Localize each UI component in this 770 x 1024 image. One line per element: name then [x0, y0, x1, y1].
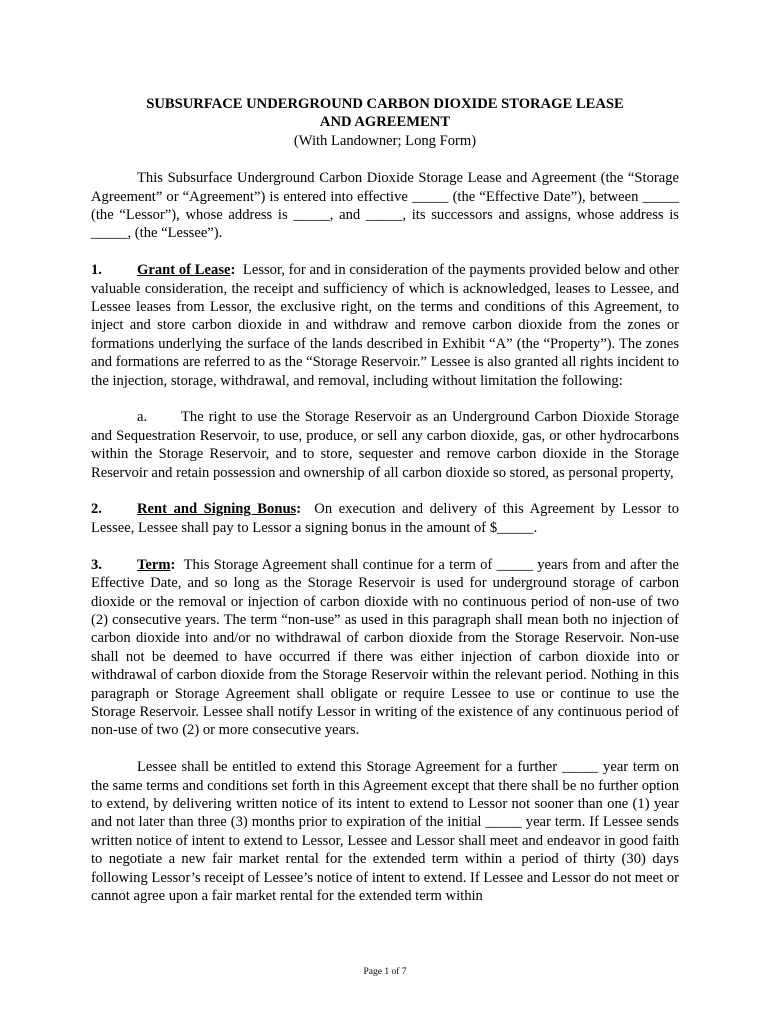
- document-title-line-1: SUBSURFACE UNDERGROUND CARBON DIOXIDE STORAGE LEASE: [146, 96, 624, 112]
- section-3: [91, 556, 679, 740]
- section-2-text: On execution and delivery of this Agreement by Lessor to Lessee, Lessee shall pay to Lessor a signing bonus in the amount of $_____.: [91, 501, 680, 536]
- section-1-heading: Grant of Lease: [137, 262, 231, 279]
- section-3-text: This Storage Agreement shall continue for a term of _____ years from and after the Effective Date, and so long as the Storage Reservoir is used for underground storage of carbon dioxide or the removal or injection of carbon dioxide with no continuous period of non-use of two (2) consecutive years. The term “non-use” as used in this paragraph shall mean both no injection of carbon dioxide into and/or no withdrawal of carbon dioxide from the Storage Reservoir. Non-use shall not be deemed to have occurred if there was either injection of carbon dioxide into or withdrawal of carbon dioxide from the Storage Reservoir within the relevant period. Nothing in this paragraph or Storage Agreement shall obligate or require Lessee to use or continue to use the Storage Reservoir. Lessee shall notify Lessor in writing of the existence of any continuous period of non-use of two (2) or more consecutive years.: [91, 556, 679, 739]
- section-1-number: 1.: [91, 262, 102, 279]
- page-number-footer: Page 1 of 7: [363, 967, 407, 977]
- subitem-a-text: The right to use the Storage Reservoir as an Underground Carbon Dioxide Storage and Sequestration Reservoir, to use, produce, or sell any carbon dioxide, gas, or other hydrocarbons within the Storage Reservoir, and to store, sequester and remove carbon dioxide in the Storage Reservoir and retain possession and ownership of all carbon dioxide so stored, as personal property,: [91, 409, 679, 481]
- intro-paragraph: This Subsurface Underground Carbon Dioxide Storage Lease and Agreement (the “Storage Agreement” or “Agreement”) is entered into effective _____ (the “Effective Date”), between _____ (the “Lessor”), whose address is _____, and _____, its successors and assigns, whose address is _____, (the “Lessee”).: [91, 170, 679, 242]
- subitem-a-letter: a.: [137, 409, 148, 426]
- section-2: [91, 500, 679, 537]
- section-1-colon: :: [230, 262, 236, 279]
- extension-paragraph: Lessee shall be entitled to extend this Storage Agreement for a further _____ year term on the same terms and conditions set forth in this Agreement except that there shall be no further option to extend, by delivering written notice of its intent to extend to Lessor not sooner than one (1) year and not later than three (3) months prior to expiration of the initial _____ year term. If Lessee sends written notice of intent to extend to Lessor, Lessee and Lessor shall meet and endeavor in good faith to negotiate a new fair market rental for the extended term within a period of thirty (30) days following Lessor’s receipt of Lessee’s notice of intent to extend. If Lessee and Lessor do not meet or cannot agree upon a fair market rental for the extended term within: [91, 759, 679, 904]
- section-1-text: Lessor, for and in consideration of the payments provided below and other valuable consideration, the receipt and sufficiency of which is acknowledged, leases to Lessee, and Lessee leases from Lessor, the exclusive right, on the terms and conditions of this Agreement, to inject and store carbon dioxide in and withdraw and remove carbon dioxide from the zones or formations underlying the surface of the lands described in Exhibit “A” (the “Property”). The zones and formations are referred to as the “Storage Reservoir.” Lessee is also granted all rights incident to the injection, storage, withdrawal, and removal, including without limitation the following:: [91, 262, 680, 389]
- document-title-line-2: AND AGREEMENT: [319, 114, 451, 131]
- section-2-colon: :: [296, 501, 302, 518]
- section-3-number: 3.: [91, 556, 102, 573]
- section-3-heading: Term: [137, 556, 171, 573]
- section-3-colon: :: [170, 556, 176, 573]
- document-subtitle: (With Landowner; Long Form): [293, 132, 477, 149]
- document-body: [91, 95, 679, 924]
- section-1: [91, 261, 679, 390]
- section-2-heading: Rent and Signing Bonus: [137, 501, 297, 518]
- subitem-a: [91, 408, 679, 482]
- title-block: [91, 95, 679, 150]
- section-2-number: 2.: [91, 501, 102, 518]
